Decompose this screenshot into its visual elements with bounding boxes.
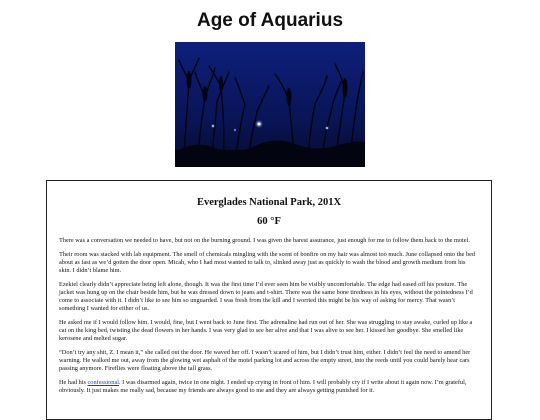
paragraph: Their room was stacked with lab equipment. The smell of chemicals mingling with the scent of bonfire on my hair was almost too much. June collapsed onto the bed about as fast as we’d gotten the door open. Micah, who I had most wanted to talk to, slinked away just as quickly to wash the blood and growth medium from his skin. I didn’t blame him. <box>59 251 476 274</box>
paragraph: Ezekiel clearly didn’t appreciate being left alone, though. It was the first time I’d ever seen him be visibly uncomfortable. The edge had eased off his posture. The jacket was hung up on the chair beside him, but he was dressed down to jeans and t-shirt. There was the same bone tiredness in his eyes, without the pointedness I’d come to associate with it. I didn’t like to see him so unguarded. I was fresh from the kill and I worried this might be his way of asking for mercy. That wasn’t something I wanted for either of us. <box>59 281 473 312</box>
paragraph: There was a conversation we needed to have, but not on the burning ground. I was given the barest assurance, just enough for me to follow them back to the motel. <box>59 237 470 244</box>
paragraph-text-before: He had his <box>59 379 88 386</box>
post-location: Everglades National Park, 201X <box>196 197 342 208</box>
paragraph: He asked me if I would follow him. I would, fine, but I went back to June first. The adrenaline had run out of her. She was struggling to stay awake, curled up like a cat on the king bed, twisting the dead flowers in her hands. I was very glad to see her alive and that I was alive to see her. I kissed her goodbye. She smelled like kerosene and melted sugar. <box>59 319 473 342</box>
paragraph <box>59 379 479 395</box>
header-image <box>175 42 365 167</box>
page-title: Age of Aquarius <box>196 10 344 31</box>
post-content <box>46 180 492 420</box>
night-reeds-photo <box>175 42 365 167</box>
post-temperature: 60 °F <box>257 216 281 227</box>
paragraph: “Don’t try any shit, Z. I mean it,” she called out the door. He waved her off. I wasn’t scared of him, but I didn’t trust him, either. I didn’t feel the need to amend her warning. He walked me out, away from the glowing wet asphalt of the motel parking lot and across the empty street, into the reeds until you could barely hear cars passing anymore. Fireflies were floating above the tall grass. <box>59 349 471 372</box>
paragraph-text-after: . I was disarmed again, twice in one night. I ended up crying in front of him. I will probably cry if I write about it again now. I’m grateful, obviously. It just makes me really sad, because my friends are always good to me and they are always getting punished for it. <box>59 379 467 394</box>
confessional-link[interactable]: confessional <box>87 379 119 386</box>
